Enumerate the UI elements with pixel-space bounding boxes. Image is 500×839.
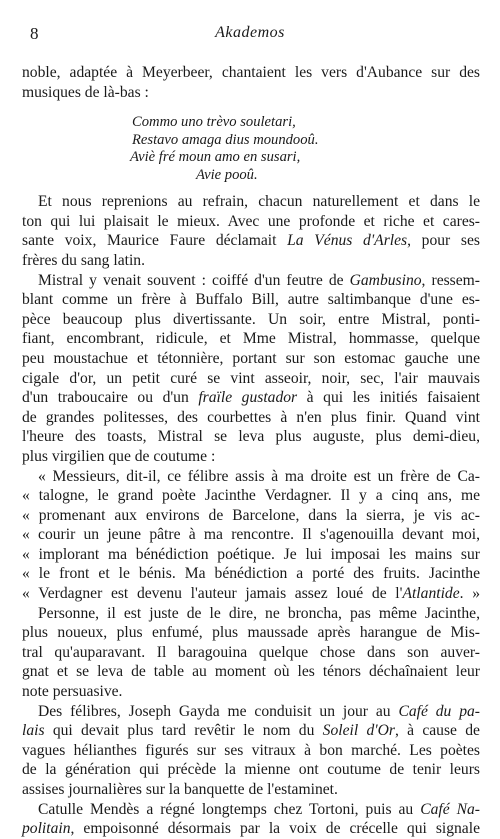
text-run: sante voix, Maurice Faure déclamait — [22, 232, 288, 250]
verse-block — [22, 114, 480, 184]
text-line — [22, 231, 480, 251]
page-number: 8 — [30, 24, 39, 43]
text-line: tral qu'auparavant. Il baragouina quelque chose dans son auver- — [22, 643, 480, 661]
text-run: , pour ses — [407, 232, 480, 250]
text-line: plus virgilien que de coutume : — [22, 447, 216, 465]
italic-word: Gambusino — [349, 271, 422, 289]
italic-title: La Vénus d'Arles — [287, 232, 408, 250]
text-line — [22, 702, 480, 722]
text-line: pèce beaucoup plus divertissante. Un soir, entre Mistral, ponti- — [22, 310, 480, 328]
text-line: Et nous reprenions au refrain, chacun naturellement et dans le — [38, 193, 480, 211]
text-line: frères du sang latin. — [22, 251, 145, 269]
text-line: « talogne, le grand poète Jacinthe Verdagner. Il y a cinq ans, me — [22, 487, 480, 505]
italic-title: Café du pa- — [398, 702, 481, 720]
verse-line: Avie pooû. — [196, 166, 258, 183]
text-line: fiant, encombrant, ridicule, et Mme Mistral, hommasse, quelque — [22, 330, 480, 348]
text-run: qui devait plus tard revêtir le nom du — [44, 722, 323, 740]
text-run: Des félibres, Joseph Gayda me conduisit un jour au — [38, 702, 399, 720]
text-line — [22, 800, 480, 820]
text-line: peu moustachue et tétonnière, portant sur son estomac gauche une — [22, 349, 480, 367]
italic-title: politain — [22, 820, 71, 838]
text-line: l'heure des toasts, Mistral se leva plus auguste, plus demi-dieu, — [22, 428, 480, 446]
text-line: « le front et le bénis. Ma bénédiction a porté des fruits. Jacinthe — [22, 565, 480, 583]
text-run: « Verdagner est devenu l'auteur jamais assez loué de l' — [22, 585, 403, 603]
text-line: cigale d'or, un petit curé se vint asseoir, noir, sec, l'air mauvais — [22, 369, 480, 387]
page-body — [22, 63, 480, 839]
text-line: ton qui lui plaisait le mieux. Avec une profonde et riche et cares- — [22, 212, 480, 230]
text-line: « promenant aux environs de Barcelone, dans la sierra, je vis ac- — [22, 506, 480, 524]
running-title: Akademos — [215, 24, 285, 41]
text-line: noble, adaptée à Meyerbeer, chantaient les vers d'Aubance sur des — [22, 64, 480, 81]
italic-title: Café Na- — [420, 800, 480, 818]
text-run: , à cause de — [394, 722, 480, 740]
text-run: . » — [459, 585, 480, 603]
text-line: « Messieurs, dit-il, ce félibre assis à ma droite est un frère de Ca- — [38, 467, 480, 485]
text-run: Mistral y venait souvent : coiffé d'un feutre de — [38, 271, 350, 289]
verse-line: Commo uno trèvo souletari, — [132, 114, 296, 131]
text-line — [22, 271, 480, 291]
text-line: gnat et se leva de table au moment où les ténors déchaînaient leur — [22, 663, 480, 681]
page-header — [30, 24, 470, 46]
text-line — [22, 388, 480, 408]
text-line: « implorant ma bénédiction poétique. Je lui imposai les mains sur — [22, 545, 480, 563]
text-line: musiques de là-bas : — [22, 83, 149, 101]
text-line — [22, 584, 480, 604]
italic-title: Atlantide — [402, 585, 460, 603]
text-line: de la génération qui précède la mienne ont coutume de tenir leurs — [22, 761, 480, 779]
text-line: assises journalières sur la banquette de l'estaminet. — [22, 781, 338, 798]
text-line: Personne, il est juste de le dire, ne broncha, pas même Jacinthe, — [38, 604, 480, 622]
text-line: blant comme un frère à Buffalo Bill, autre saltimbanque d'une es- — [22, 291, 480, 309]
text-run: à qui les initiés faisaient — [297, 389, 480, 407]
text-line — [22, 721, 480, 741]
text-line: vagues hélianthes figurés sur ses vitraux à bon marché. Les poètes — [22, 741, 480, 759]
text-run: Catulle Mendès a régné longtemps chez Tortoni, puis au — [38, 800, 421, 818]
text-line — [22, 819, 480, 839]
italic-word: fraïle gustador — [198, 389, 298, 407]
verse-line: Restavo amaga dius moundooû. — [132, 131, 319, 148]
text-line: de grandes politesses, des courbettes à n'en plus finir. Quand vint — [22, 408, 480, 426]
verse-line: Aviè fré moun amo en susari, — [130, 149, 301, 166]
text-line: plus noueux, plus enfumé, plus maussade après harangue de Mis- — [22, 624, 480, 642]
text-run: , ressem- — [421, 271, 480, 289]
text-run: , empoisonné désormais par la voix de crécelle qui signale — [70, 820, 480, 838]
text-line: « courir un jeune pâtre à ma rencontre. Il s'agenouilla devant moi, — [22, 526, 480, 544]
text-line: note persuasive. — [22, 683, 123, 701]
italic-title: Soleil d'Or — [322, 722, 395, 740]
italic-title: lais — [22, 722, 45, 740]
text-run: d'un traboucaire ou d'un — [22, 389, 199, 407]
